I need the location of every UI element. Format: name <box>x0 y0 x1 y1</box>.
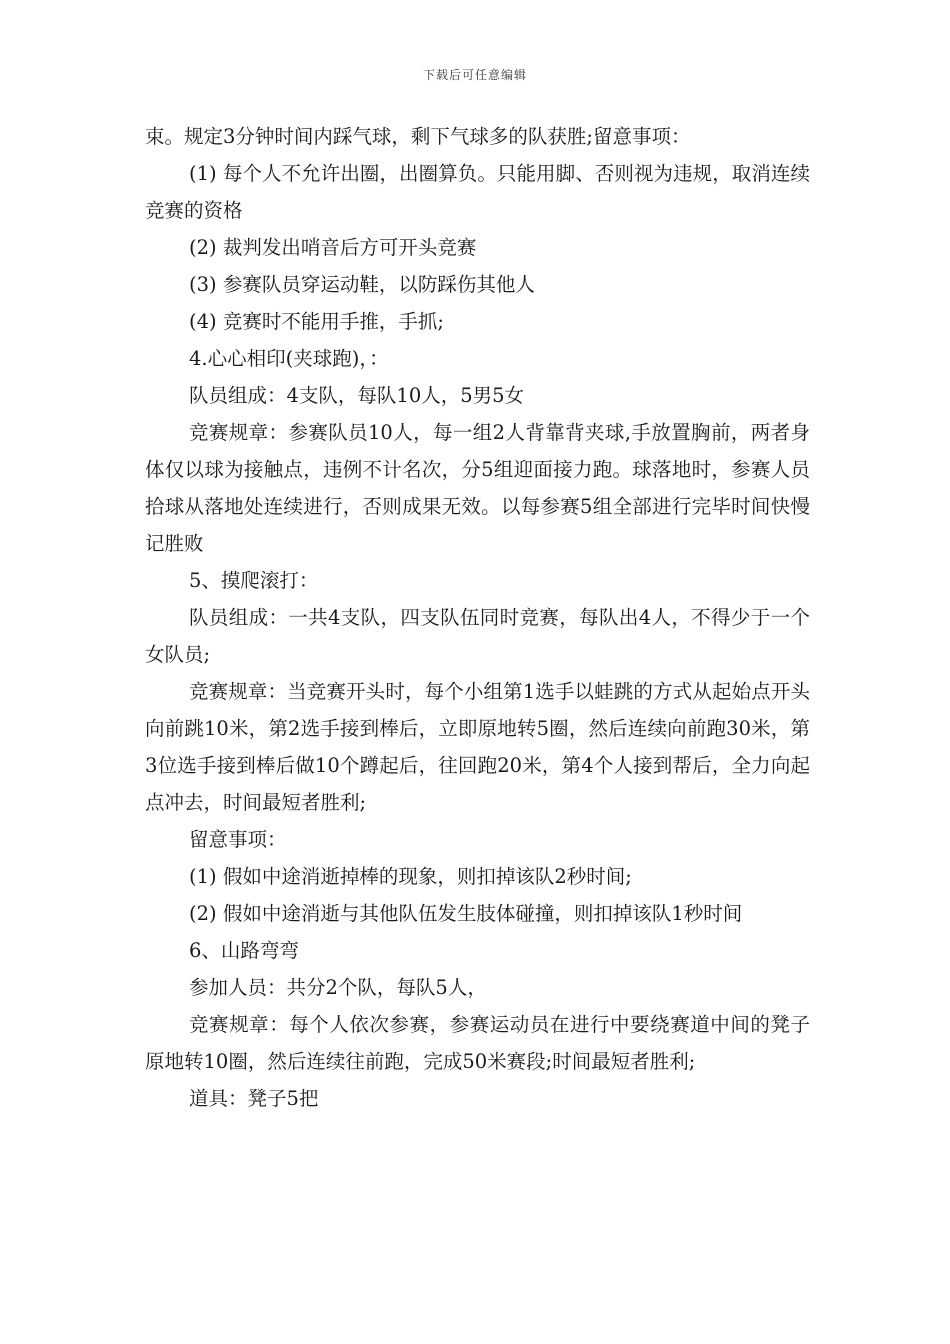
paragraph-4: (3) 参赛队员穿运动鞋，以防踩伤其他人 <box>189 273 535 296</box>
paragraph-13: (1) 假如中途消逝掉棒的现象，则扣掉该队2秒时间; <box>189 865 632 888</box>
paragraph-17: 竞赛规章：每个人依次参赛，参赛运动员在进行中要绕赛道中间的凳子原地转10圈，然后连续往前跑，完成50米赛段;时间最短者胜利; <box>145 1013 810 1073</box>
paragraph-18: 道具：凳子5把 <box>189 1087 319 1110</box>
section-heading-5: 5、摸爬滚打： <box>189 569 319 592</box>
paragraph-1: 束。规定3分钟时间内踩气球，剩下气球多的队获胜;留意事项： <box>145 125 691 148</box>
paragraph-16: 参加人员：共分2个队，每队5人， <box>189 976 487 999</box>
paragraph-5: (4) 竞赛时不能用手推，手抓; <box>189 310 444 333</box>
paragraph-11: 竞赛规章：当竞赛开头时，每个小组第1选手以蛙跳的方式从起始点开头向前跳10米，第2选手接到棒后，立即原地转5圈，然后连续向前跑30米，第3位选手接到棒后做10个蹲起后，往回跑20米，第4个人接到帮后，全力向起点冲去，时间最短者胜利; <box>145 680 810 814</box>
page-header: 下载后可任意编辑 <box>422 68 527 82</box>
document-body <box>145 118 810 1117</box>
paragraph-12: 留意事项： <box>189 828 287 851</box>
paragraph-3: (2) 裁判发出哨音后方可开头竞赛 <box>189 236 477 259</box>
section-heading-6: 6、山路弯弯 <box>189 939 299 962</box>
paragraph-8: 竞赛规章：参赛队员10人，每一组2人背靠背夹球,手放置胸前，两者身体仅以球为接触点，违例不计名次，分5组迎面接力跑。球落地时，参赛人员拾球从落地处连续进行，否则成果无效。以每参赛5组全部进行完毕时间快慢记胜败 <box>145 421 810 555</box>
paragraph-14: (2) 假如中途消逝与其他队伍发生肢体碰撞，则扣掉该队1秒时间 <box>189 902 743 925</box>
paragraph-7: 队员组成：4支队，每队10人，5男5女 <box>189 384 525 407</box>
paragraph-10: 队员组成：一共4支队，四支队伍同时竞赛，每队出4人，不得少于一个女队员; <box>145 606 810 666</box>
section-heading-4: 4.心心相印(夹球跑)，： <box>189 347 389 370</box>
paragraph-2: (1) 每个人不允许出圈，出圈算负。只能用脚、否则视为违规，取消连续竞赛的资格 <box>145 162 810 222</box>
